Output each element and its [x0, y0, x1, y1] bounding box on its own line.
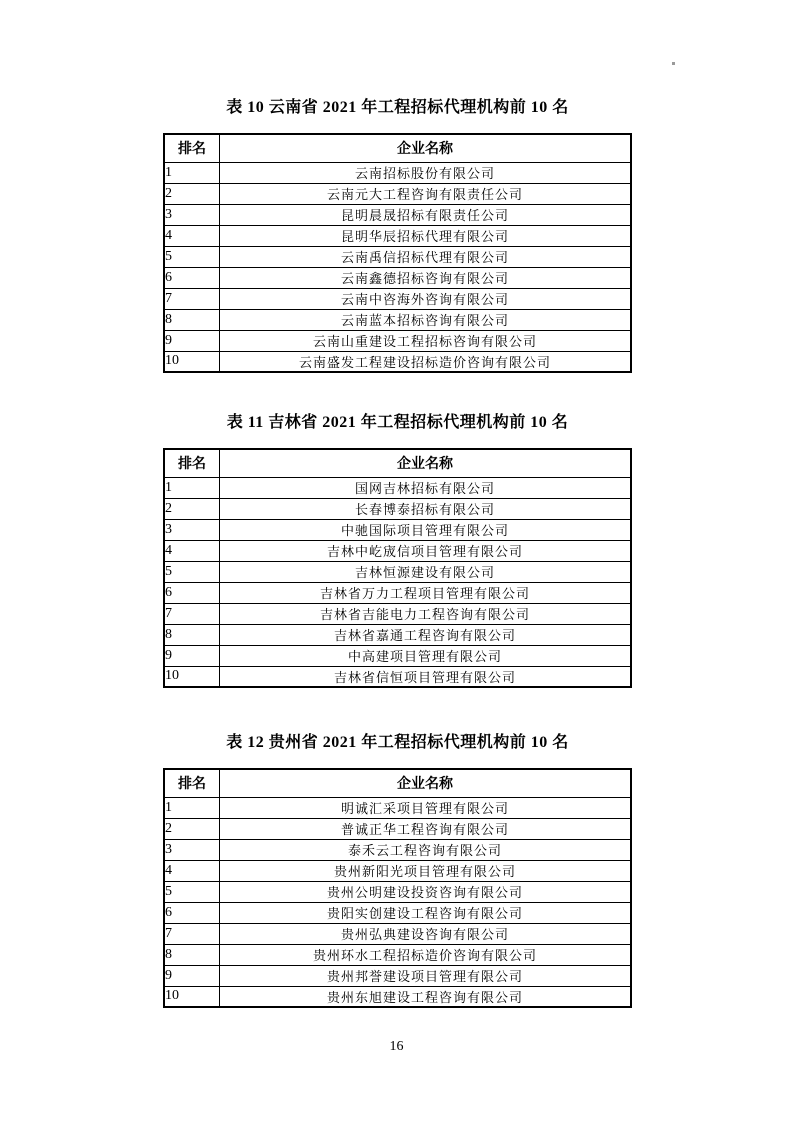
rank-cell: 7 [164, 603, 220, 624]
table-section-yunnan [163, 100, 632, 373]
rank-cell: 10 [164, 351, 220, 372]
company-name-cell: 贵州环水工程招标造价咨询有限公司 [220, 944, 632, 965]
rank-cell: 3 [164, 839, 220, 860]
company-name-cell: 云南盛发工程建设招标造价咨询有限公司 [220, 351, 632, 372]
company-name-cell: 贵阳实创建设工程咨询有限公司 [220, 902, 632, 923]
rank-cell: 4 [164, 860, 220, 881]
rank-cell: 9 [164, 965, 220, 986]
rank-cell: 7 [164, 288, 220, 309]
company-name-cell: 吉林省万力工程项目管理有限公司 [220, 582, 632, 603]
rank-cell: 4 [164, 540, 220, 561]
table-title: 表 11 吉林省 2021 年工程招标代理机构前 10 名 [226, 414, 569, 431]
rank-cell: 10 [164, 666, 220, 687]
table-row [164, 986, 631, 1007]
table-section-guizhou [163, 735, 632, 1008]
rank-cell: 9 [164, 645, 220, 666]
company-column-header: 企业名称 [220, 769, 632, 797]
table-row [164, 944, 631, 965]
company-name-cell: 中驰国际项目管理有限公司 [220, 519, 632, 540]
table-row [164, 797, 631, 818]
company-name-cell: 明诚汇采项目管理有限公司 [220, 797, 632, 818]
table-row [164, 561, 631, 582]
rank-column-header: 排名 [164, 449, 220, 477]
company-name-cell: 普诚正华工程咨询有限公司 [220, 818, 632, 839]
table-row [164, 309, 631, 330]
table-row [164, 923, 631, 944]
company-name-cell: 贵州弘典建设咨询有限公司 [220, 923, 632, 944]
table-row [164, 624, 631, 645]
company-name-cell: 贵州邦誉建设项目管理有限公司 [220, 965, 632, 986]
rank-cell: 7 [164, 923, 220, 944]
table-row [164, 288, 631, 309]
company-name-cell: 贵州新阳光项目管理有限公司 [220, 860, 632, 881]
rank-cell: 8 [164, 624, 220, 645]
rank-cell: 4 [164, 225, 220, 246]
rank-cell: 5 [164, 561, 220, 582]
rank-column-header: 排名 [164, 769, 220, 797]
table-row [164, 519, 631, 540]
company-name-cell: 云南禹信招标代理有限公司 [220, 246, 632, 267]
company-name-cell: 云南元大工程咨询有限责任公司 [220, 183, 632, 204]
table-row [164, 666, 631, 687]
rank-cell: 6 [164, 902, 220, 923]
company-name-cell: 云南中咨海外咨询有限公司 [220, 288, 632, 309]
company-name-cell: 云南蓝本招标咨询有限公司 [220, 309, 632, 330]
company-name-cell: 吉林中屹宬信项目管理有限公司 [220, 540, 632, 561]
company-name-cell: 国网吉林招标有限公司 [220, 477, 632, 498]
table-row [164, 477, 631, 498]
table-row [164, 351, 631, 372]
rank-cell: 2 [164, 818, 220, 839]
table-body [164, 797, 631, 1007]
company-name-cell: 吉林恒源建设有限公司 [220, 561, 632, 582]
company-name-cell: 泰禾云工程咨询有限公司 [220, 839, 632, 860]
table-row [164, 818, 631, 839]
table-row [164, 498, 631, 519]
table-title: 表 12 贵州省 2021 年工程招标代理机构前 10 名 [226, 734, 569, 751]
table-row [164, 330, 631, 351]
table-row [164, 839, 631, 860]
company-name-cell: 中高建项目管理有限公司 [220, 645, 632, 666]
rank-table [163, 133, 632, 373]
table-row [164, 225, 631, 246]
rank-table [163, 448, 632, 688]
table-row [164, 902, 631, 923]
company-name-cell: 贵州东旭建设工程咨询有限公司 [220, 986, 632, 1007]
company-column-header: 企业名称 [220, 134, 632, 162]
rank-cell: 5 [164, 881, 220, 902]
table-title: 表 10 云南省 2021 年工程招标代理机构前 10 名 [226, 99, 569, 116]
rank-cell: 8 [164, 944, 220, 965]
company-name-cell: 昆明晨晟招标有限责任公司 [220, 204, 632, 225]
company-name-cell: 云南鑫德招标咨询有限公司 [220, 267, 632, 288]
table-section-jilin [163, 415, 632, 688]
rank-cell: 5 [164, 246, 220, 267]
rank-cell: 3 [164, 204, 220, 225]
table-row [164, 183, 631, 204]
table-row [164, 162, 631, 183]
table-row [164, 267, 631, 288]
rank-cell: 1 [164, 797, 220, 818]
table-row [164, 881, 631, 902]
rank-cell: 6 [164, 582, 220, 603]
company-name-cell: 吉林省嘉通工程咨询有限公司 [220, 624, 632, 645]
table-row [164, 965, 631, 986]
scan-artifact-dot [672, 62, 675, 65]
company-name-cell: 云南招标股份有限公司 [220, 162, 632, 183]
table-row [164, 582, 631, 603]
company-column-header: 企业名称 [220, 449, 632, 477]
company-name-cell: 昆明华辰招标代理有限公司 [220, 225, 632, 246]
rank-cell: 10 [164, 986, 220, 1007]
company-name-cell: 吉林省吉能电力工程咨询有限公司 [220, 603, 632, 624]
table-row [164, 860, 631, 881]
table-body [164, 162, 631, 372]
company-name-cell: 长春博泰招标有限公司 [220, 498, 632, 519]
rank-cell: 9 [164, 330, 220, 351]
page-number: 16 [389, 1039, 404, 1054]
table-header-row [164, 449, 631, 477]
table-row [164, 540, 631, 561]
rank-cell: 6 [164, 267, 220, 288]
rank-cell: 2 [164, 498, 220, 519]
table-header-row [164, 134, 631, 162]
rank-cell: 1 [164, 477, 220, 498]
table-row [164, 645, 631, 666]
rank-column-header: 排名 [164, 134, 220, 162]
rank-cell: 2 [164, 183, 220, 204]
rank-cell: 8 [164, 309, 220, 330]
table-header-row [164, 769, 631, 797]
table-body [164, 477, 631, 687]
table-row [164, 246, 631, 267]
rank-table [163, 768, 632, 1008]
company-name-cell: 贵州公明建设投资咨询有限公司 [220, 881, 632, 902]
rank-cell: 1 [164, 162, 220, 183]
table-row [164, 204, 631, 225]
company-name-cell: 吉林省信恒项目管理有限公司 [220, 666, 632, 687]
rank-cell: 3 [164, 519, 220, 540]
company-name-cell: 云南山重建设工程招标咨询有限公司 [220, 330, 632, 351]
table-row [164, 603, 631, 624]
